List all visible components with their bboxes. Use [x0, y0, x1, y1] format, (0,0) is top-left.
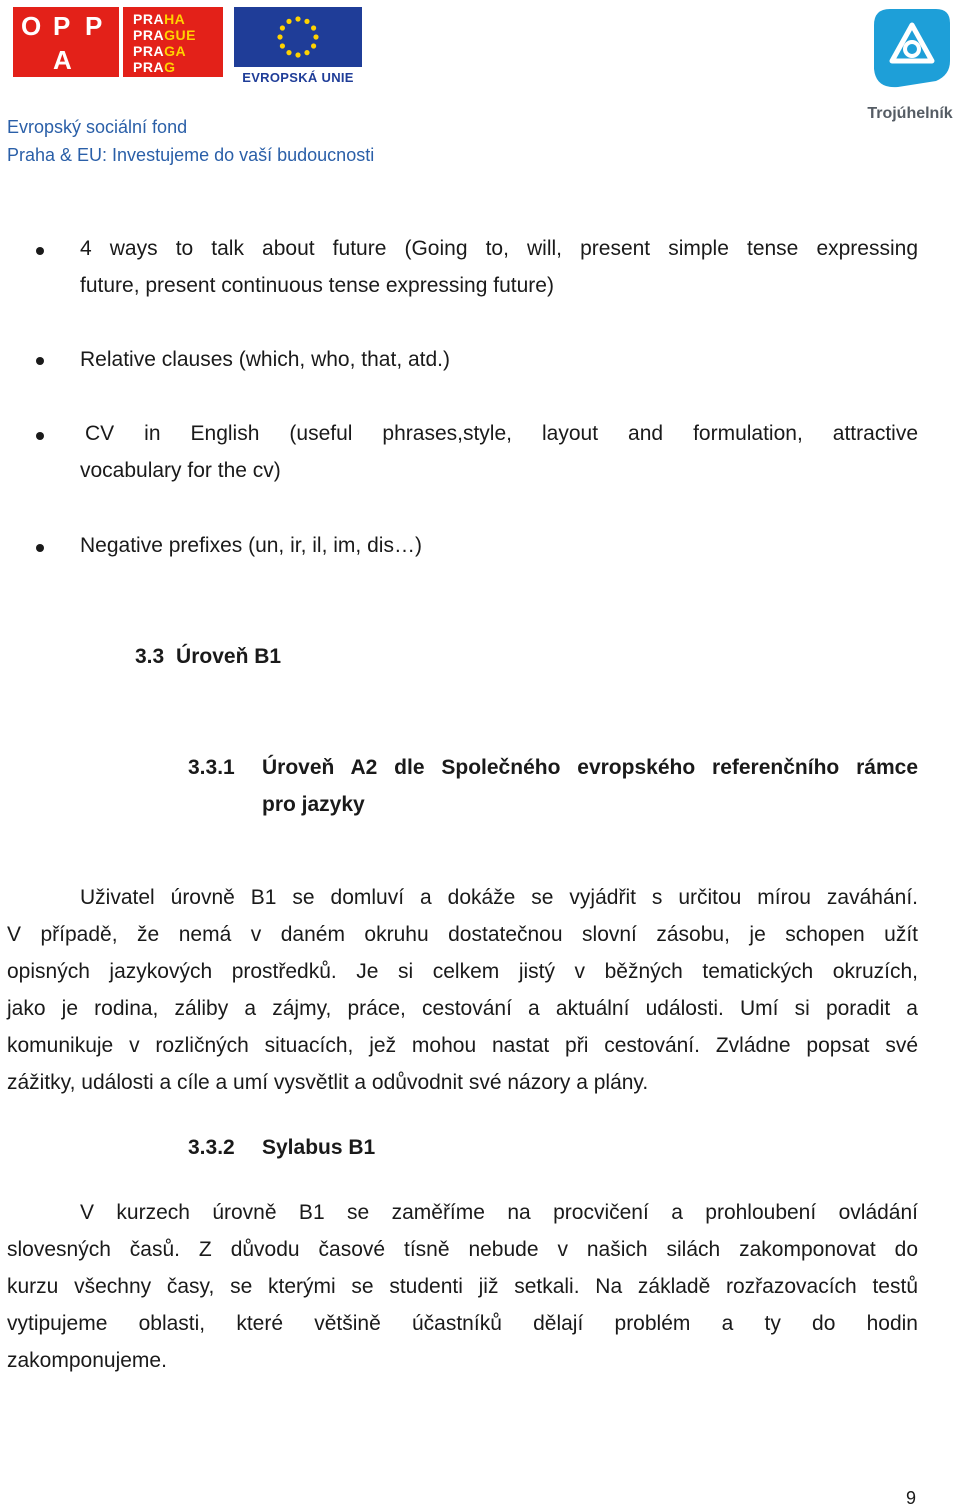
- praha-logo-row: PRAGUE: [133, 27, 196, 43]
- paragraph-line: zážitky, události a cíle a umí vysvětlit a odůvodnit své názory a plány.: [7, 1071, 649, 1094]
- list-item-line: Negative prefixes (un, ir, il, im, dis…): [80, 534, 422, 557]
- praha-logo: [123, 7, 223, 77]
- eu-stars-icon: [234, 7, 362, 67]
- praha-logo-row: PRAGA: [133, 43, 187, 59]
- trojuhelnik-logo: [862, 5, 958, 123]
- fund-subtitle: Praha & EU: Investujeme do vaší budoucnosti: [7, 145, 375, 165]
- triangle-icon: [870, 5, 954, 89]
- fund-title: Evropský sociální fond: [7, 117, 188, 137]
- paragraph-line: opisných jazykových prostředků. Je si celkem jistý v běžných tematických okruzích,: [7, 960, 918, 983]
- praha-logo-row: PRAHA: [133, 11, 186, 27]
- eu-logo: [234, 7, 362, 87]
- list-item-line: 4 ways to talk about future (Going to, will, present simple tense expressing: [80, 237, 918, 260]
- subsection-title-continued: pro jazyky: [262, 793, 365, 816]
- list-item-line: vocabulary for the cv): [80, 459, 281, 482]
- paragraph-line: vytipujeme oblasti, které většině účastníků dělají problém a ty do hodin: [7, 1312, 918, 1335]
- list-item-line: CV in English (useful phrases,style, layout and formulation, attractive: [85, 422, 918, 445]
- opp-logo-letter-p1: P: [53, 11, 71, 41]
- page-number: 9: [906, 1488, 917, 1508]
- paragraph-line: Uživatel úrovně B1 se domluví a dokáže se vyjádřit s určitou mírou zaváhání.: [80, 886, 918, 909]
- paragraph-line: V případě, že nemá v daném okruhu dostatečnou slovní zásobu, je schopen užít: [7, 923, 918, 946]
- subsection-number: 3.3.2: [188, 1136, 235, 1159]
- praha-logo-row: PRAG: [133, 59, 176, 75]
- bullet-icon: [36, 247, 44, 255]
- list-item-line: Relative clauses (which, who, that, atd.): [80, 348, 451, 371]
- bullet-icon: [36, 357, 44, 365]
- subsection-number: 3.3.1: [188, 756, 235, 779]
- subsection-title: Sylabus B1: [262, 1136, 376, 1159]
- opp-logo: [13, 7, 119, 77]
- opp-logo-letter-o: O: [21, 11, 42, 41]
- list-item-line: future, present continuous tense expressing future): [80, 274, 554, 297]
- paragraph-line: zakomponujeme.: [7, 1349, 167, 1372]
- section-heading: [135, 645, 281, 669]
- subsection-title: Úroveň A2 dle Společného evropského referenčního rámce: [262, 756, 918, 779]
- eu-logo-caption: EVROPSKÁ UNIE: [242, 70, 354, 85]
- section-number: 3.3: [135, 645, 165, 668]
- opp-logo-letter-p2: P: [85, 11, 103, 41]
- paragraph-line: kurzu všechny časy, se kterými se studenti již setkali. Na základě rozřazovacích testů: [7, 1275, 918, 1298]
- bullet-icon: [36, 432, 44, 440]
- eu-flag: [234, 7, 362, 67]
- paragraph-line: V kurzech úrovně B1 se zaměříme na procvičení a prohloubení ovládání: [80, 1201, 918, 1224]
- bullet-icon: [36, 544, 44, 552]
- paragraph-line: jako je rodina, záliby a zájmy, práce, cestování a aktuální události. Umí si poradit a: [7, 997, 918, 1020]
- paragraph-line: komunikuje v rozličných situacích, jež mohou nastat při cestování. Zvládne popsat své: [7, 1034, 918, 1057]
- section-title: Úroveň B1: [176, 645, 282, 668]
- trojuhelnik-caption: Trojúhelník: [867, 105, 953, 122]
- opp-logo-letter-a: A: [53, 45, 72, 75]
- paragraph-line: slovesných časů. Z důvodu časové tísně nebude v našich silách zakomponovat do: [7, 1238, 918, 1261]
